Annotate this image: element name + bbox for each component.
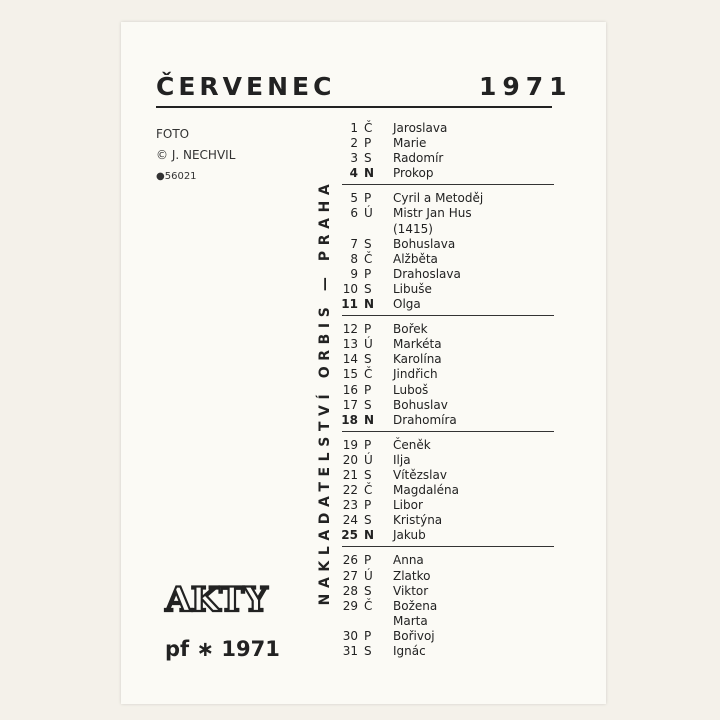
name-day: Markéta: [393, 337, 442, 352]
day-list: [336, 121, 558, 659]
day-number: 25: [341, 528, 358, 543]
name-day: Libor: [393, 498, 423, 513]
name-day: Bořivoj: [393, 628, 435, 643]
week-divider: [342, 431, 554, 432]
day-row: [336, 206, 558, 221]
day-number: 16: [342, 382, 358, 397]
day-number: 17: [342, 397, 358, 412]
weekday-letter: N: [364, 528, 375, 543]
weekday-letter: N: [364, 412, 375, 427]
weekday-letter: S: [364, 513, 372, 528]
day-number: 3: [350, 151, 358, 166]
day-row: [336, 267, 558, 282]
weekday-letter: P: [364, 382, 372, 397]
weekday-letter: Č: [364, 483, 373, 498]
weekday-letter: S: [364, 397, 372, 412]
weekday-letter: Ú: [364, 452, 373, 467]
weekday-letter: Ú: [364, 568, 373, 583]
day-number: 1: [350, 121, 358, 135]
name-day: Ignác: [393, 644, 426, 658]
day-row: [336, 614, 558, 629]
name-day: Jakub: [393, 528, 426, 543]
year-title: 1971: [479, 72, 573, 101]
name-day: Bohuslava: [393, 236, 456, 251]
name-day: Jindřich: [393, 367, 438, 382]
weekday-letter: P: [364, 437, 372, 452]
day-row: [336, 297, 558, 312]
day-number: 18: [341, 412, 358, 427]
akty-logo: [150, 578, 282, 620]
weekday-letter: Č: [364, 251, 373, 266]
name-day: Luboš: [393, 382, 429, 397]
day-number: 23: [342, 498, 358, 513]
credit-number: ●56021: [156, 171, 197, 182]
weekday-letter: S: [364, 583, 372, 598]
day-number: 30: [342, 628, 358, 643]
day-number: 8: [350, 251, 358, 266]
day-row: [336, 322, 558, 337]
month-title: ČERVENEC: [156, 72, 336, 101]
day-number: 28: [342, 583, 358, 598]
day-row: [336, 367, 558, 382]
day-row: [336, 528, 558, 543]
name-day: Ilja: [393, 452, 411, 467]
name-day: Marta: [393, 613, 428, 628]
name-day: Bořek: [393, 322, 428, 337]
name-day: Vítězslav: [393, 467, 447, 482]
day-row: [336, 468, 558, 483]
weekday-letter: Č: [364, 121, 373, 135]
day-row: [336, 629, 558, 644]
photo-credits: [156, 124, 235, 187]
day-row: [336, 136, 558, 151]
day-row: [336, 438, 558, 453]
day-row: [336, 584, 558, 599]
name-day: Radomír: [393, 151, 444, 166]
day-row: [336, 237, 558, 252]
week-divider: [342, 184, 554, 185]
weekday-letter: S: [364, 467, 372, 482]
day-row: [336, 282, 558, 297]
weekday-letter: P: [364, 191, 372, 206]
day-row: [336, 644, 558, 659]
name-day: Drahoslava: [393, 266, 461, 281]
day-row: [336, 121, 558, 136]
weekday-letter: P: [364, 322, 372, 337]
weekday-letter: P: [364, 136, 372, 151]
weekday-letter: Č: [364, 367, 373, 382]
name-day: Anna: [393, 553, 424, 568]
day-number: 22: [342, 483, 358, 498]
name-day: Libuše: [393, 281, 432, 296]
day-number: 29: [342, 598, 358, 613]
credit-foto: FOTO: [156, 127, 190, 141]
day-number: 11: [341, 297, 358, 312]
name-day: Božena: [393, 598, 438, 613]
weekday-letter: P: [364, 628, 372, 643]
weekday-letter: Ú: [364, 337, 373, 352]
name-day: Cyril a Metoděj: [393, 191, 484, 206]
day-number: 19: [342, 437, 358, 452]
credit-author: © J. NECHVIL: [156, 148, 236, 162]
week-divider: [342, 546, 554, 547]
pf-greeting: pf ∗ 1971: [165, 637, 280, 661]
day-row: [336, 513, 558, 528]
day-row: [336, 413, 558, 428]
name-day: Zlatko: [393, 568, 431, 583]
day-row: [336, 222, 558, 237]
weekday-letter: S: [364, 281, 372, 296]
day-number: 15: [342, 367, 358, 382]
name-day: Karolína: [393, 352, 442, 367]
day-number: 6: [350, 206, 358, 221]
akty-logo-text: AKTY: [165, 580, 267, 620]
week-divider: [342, 315, 554, 316]
header-divider: [156, 106, 552, 108]
day-number: 10: [342, 281, 358, 296]
name-day: Jaroslava: [393, 121, 448, 135]
day-row: [336, 483, 558, 498]
weekday-letter: S: [364, 644, 372, 658]
name-day: Viktor: [393, 583, 429, 598]
publisher-vertical-text: NAKLADATELSTVÍ ORBIS — PRAHA: [317, 178, 333, 606]
day-number: 27: [342, 568, 358, 583]
weekday-letter: Č: [364, 598, 373, 613]
weekday-letter: Ú: [364, 206, 373, 221]
weekday-letter: P: [364, 498, 372, 513]
weekday-letter: S: [364, 151, 372, 166]
name-day: (1415): [393, 221, 433, 236]
weekday-letter: S: [364, 236, 372, 251]
day-row: [336, 599, 558, 614]
day-number: 31: [342, 644, 358, 658]
day-row: [336, 191, 558, 206]
day-number: 14: [342, 352, 358, 367]
day-number: 4: [349, 166, 358, 181]
name-day: Drahomíra: [393, 412, 457, 427]
day-number: 21: [342, 467, 358, 482]
name-day: Marie: [393, 136, 427, 151]
name-day: Magdaléna: [393, 483, 459, 498]
weekday-letter: N: [364, 297, 375, 312]
day-row: [336, 352, 558, 367]
day-row: [336, 151, 558, 166]
day-number: 5: [350, 191, 358, 206]
weekday-letter: P: [364, 266, 372, 281]
day-number: 24: [342, 513, 358, 528]
name-day: Olga: [393, 297, 421, 312]
day-number: 12: [342, 322, 358, 337]
day-row: [336, 398, 558, 413]
weekday-letter: S: [364, 352, 372, 367]
day-number: 7: [350, 236, 358, 251]
day-number: 9: [350, 266, 358, 281]
name-day: Alžběta: [393, 251, 438, 266]
day-number: 20: [342, 452, 358, 467]
day-number: 13: [342, 337, 358, 352]
day-row: [336, 166, 558, 181]
name-day: Čeněk: [393, 437, 431, 452]
day-row: [336, 569, 558, 584]
day-row: [336, 383, 558, 398]
day-row: [336, 553, 558, 568]
day-row: [336, 337, 558, 352]
day-row: [336, 252, 558, 267]
name-day: Prokop: [393, 166, 434, 181]
name-day: Bohuslav: [393, 397, 448, 412]
day-number: 26: [342, 553, 358, 568]
weekday-letter: N: [364, 166, 375, 181]
day-row: [336, 498, 558, 513]
day-row: [336, 453, 558, 468]
weekday-letter: P: [364, 553, 372, 568]
name-day: Mistr Jan Hus: [393, 206, 472, 221]
day-number: 2: [350, 136, 358, 151]
name-day: Kristýna: [393, 513, 443, 528]
